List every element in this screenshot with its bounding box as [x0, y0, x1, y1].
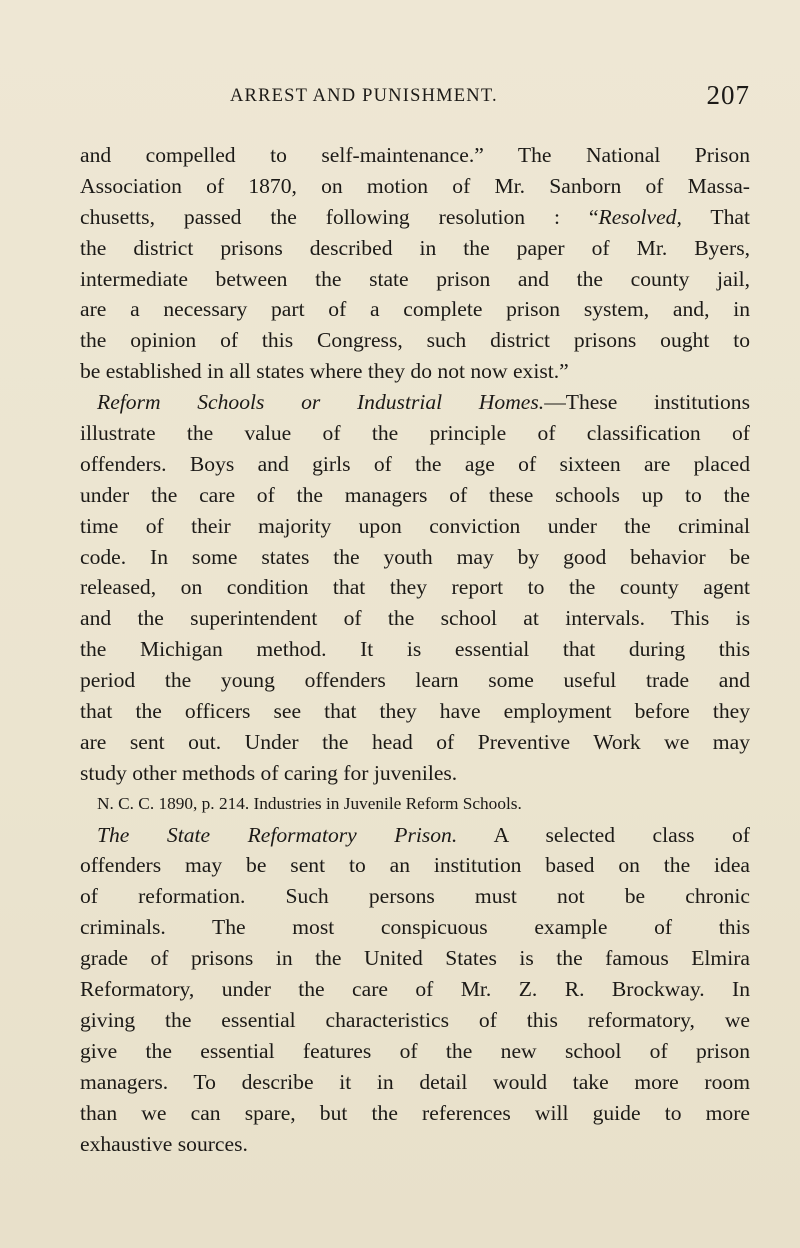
reference-citation: N. C. C. 1890, p. 214. Industries in Juvenile Reform Schools.	[97, 793, 522, 813]
text-line: released, on condition that they report to the county agent	[80, 575, 750, 600]
text-line: are sent out. Under the head of Preventive Work we may	[80, 729, 750, 754]
text-line: Reformatory, under the care of Mr. Z. R. Brockway. In	[80, 977, 750, 1002]
page-header	[80, 80, 750, 120]
text-line: grade of prisons in the United States is the famous Elmira	[80, 946, 750, 971]
text-line: intermediate between the state prison and the county jail,	[80, 266, 750, 291]
text-line: of reformation. Such persons must not be chronic	[80, 884, 750, 909]
text-line: the district prisons described in the paper of Mr. Byers,	[80, 235, 750, 260]
text-line: exhaustive sources.	[80, 1131, 248, 1156]
text-line: under the care of the managers of these schools up to the	[80, 482, 750, 507]
paragraph-reform-schools	[80, 387, 750, 789]
text-line: offenders may be sent to an institution based on the idea	[80, 853, 750, 878]
text-line: criminals. The most conspicuous example of this	[80, 915, 750, 940]
text-line: are a necessary part of a complete prison system, and, in	[80, 297, 750, 322]
text-line: be established in all states where they do not now exist.”	[80, 359, 569, 384]
text-run: That	[681, 204, 750, 229]
body-text	[80, 140, 750, 1159]
text-line: than we can spare, but the references will guide to more	[80, 1100, 750, 1125]
text-line: give the essential features of the new school of prison	[80, 1038, 750, 1063]
text-line: period the young offenders learn some useful trade and	[80, 668, 750, 693]
running-head: ARREST AND PUNISHMENT.	[230, 86, 498, 106]
text-line: code. In some states the youth may by good behavior be	[80, 544, 750, 569]
text-run: —These institutions	[544, 390, 750, 415]
text-line: and the superintendent of the school at intervals. This is	[80, 606, 750, 631]
text-line: that the officers see that they have employment before they	[80, 699, 750, 724]
text-line: time of their majority upon conviction under the criminal	[80, 513, 750, 538]
text-line: Association of 1870, on motion of Mr. Sanborn of Massa-	[80, 173, 750, 198]
section-heading-reform-schools: Reform Schools or Industrial Homes.	[97, 390, 545, 415]
text-line: illustrate the value of the principle of classification of	[80, 421, 750, 446]
section-heading-state-reformatory: The State Reformatory Prison.	[97, 822, 458, 847]
text-line	[80, 820, 750, 851]
text-line: managers. To describe it in detail would take more room	[80, 1069, 750, 1094]
paragraph-state-reformatory	[80, 820, 750, 1160]
text-line: offenders. Boys and girls of the age of sixteen are placed	[80, 451, 750, 476]
text-run: A selected class of	[457, 822, 750, 847]
text-line	[80, 387, 750, 418]
text-line: and compelled to self-maintenance.” The National Prison	[80, 143, 750, 167]
text-line: the opinion of this Congress, such district prisons ought to	[80, 328, 750, 353]
italic-resolved: Resolved,	[598, 204, 682, 229]
text-line: giving the essential characteristics of this reformatory, we	[80, 1007, 750, 1032]
text-run: chusetts, passed the following resolution : “	[80, 204, 599, 229]
text-line: study other methods of caring for juveniles.	[80, 760, 458, 785]
paragraph-national-prison-association	[80, 140, 750, 387]
page-number: 207	[706, 80, 750, 110]
text-line: the Michigan method. It is essential that during this	[80, 637, 750, 662]
text-line	[80, 202, 750, 233]
